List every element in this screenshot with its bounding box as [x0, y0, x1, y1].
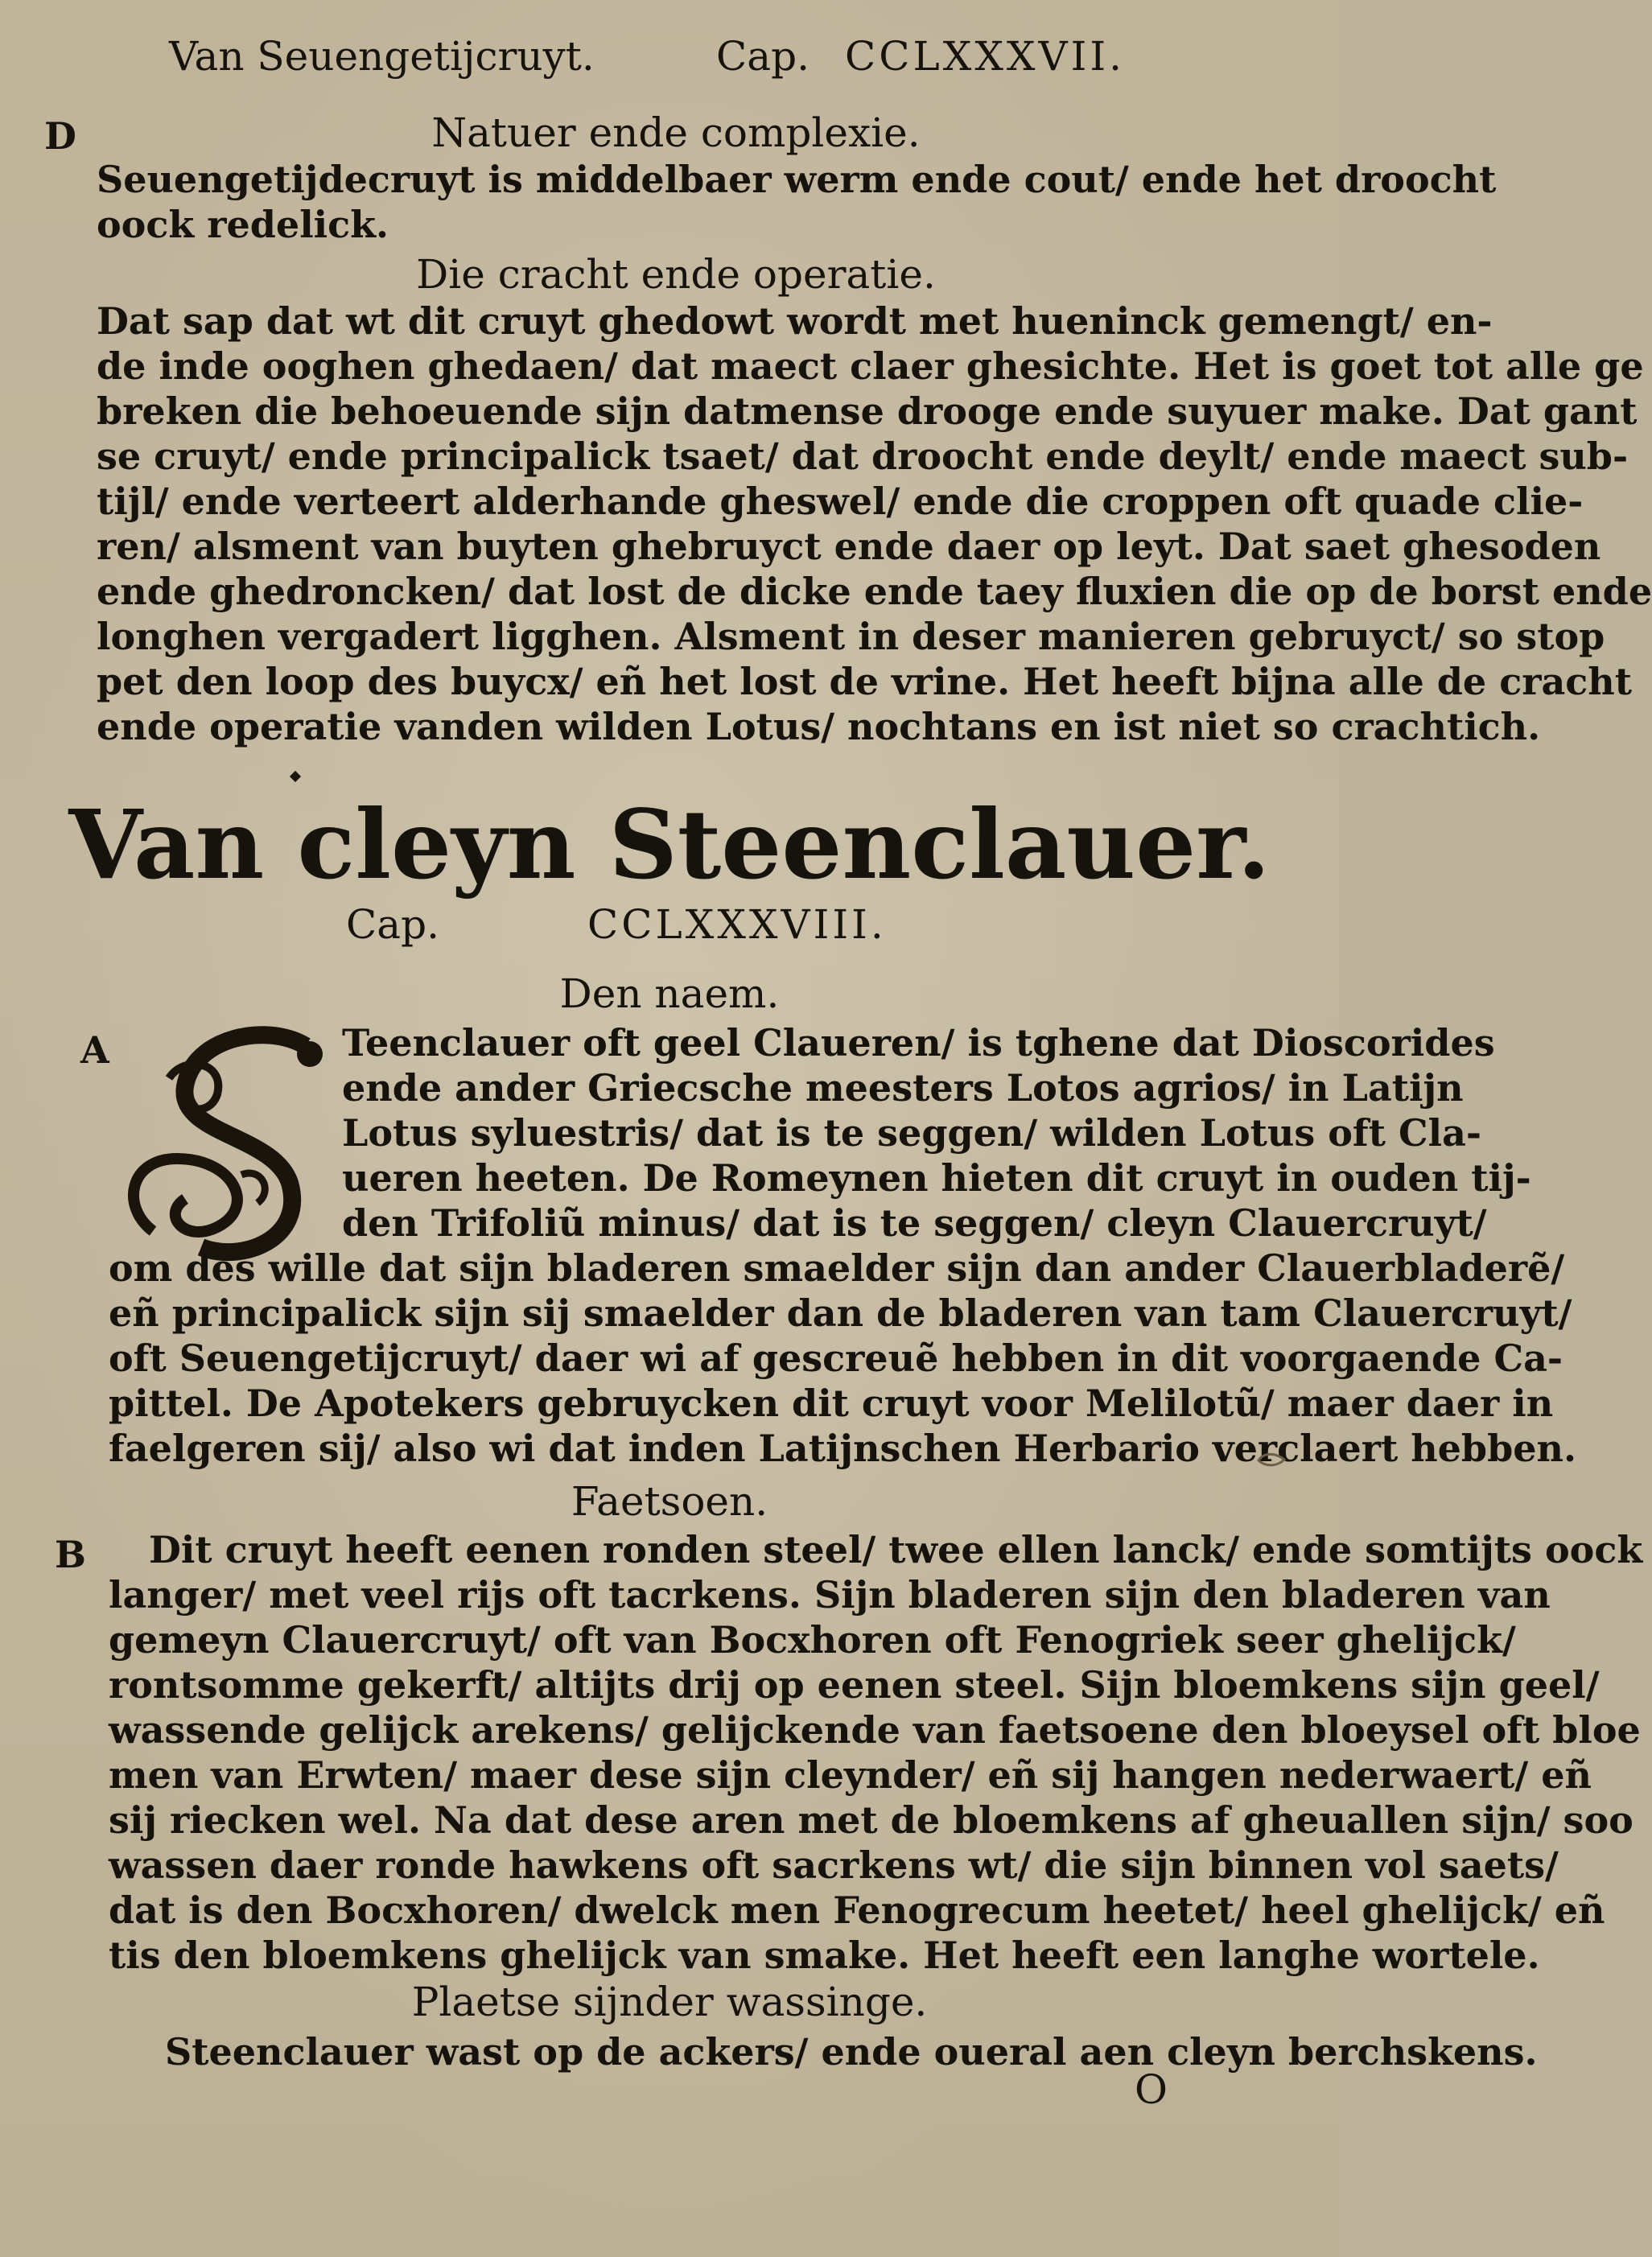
text-line: wassen daer ronde hawkens oft sacrkens wt/ die sijn binnen vol saets/ [109, 1843, 1559, 1887]
text-line: tijl/ ende verteert alderhande gheswel/ ende die croppen oft quade clie- [97, 480, 1584, 523]
text-line: pittel. De Apotekers gebruycken dit cruyt voor Melilotũ/ maer daer in [109, 1382, 1554, 1425]
chapter-cap: Cap. [346, 901, 439, 948]
heading-form: Faetsoen. [571, 1478, 768, 1525]
text-line: sij riecken wel. Na dat dese aren met de bloemkens af gheuallen sijn/ soo [109, 1798, 1633, 1842]
dropcap-letter [121, 1022, 122, 1023]
text-line: Lotus syluestris/ dat is te seggen/ wilden Lotus oft Cla- [342, 1111, 1481, 1155]
text-line: se cruyt/ ende principalick tsaet/ dat droocht ende deylt/ ende maect sub- [97, 435, 1629, 478]
text-line: breken die behoeuende sijn datmense drooge ende suyuer make. Dat gant [97, 389, 1638, 433]
text-line: de inde ooghen ghedaen/ dat maect claer ghesichte. Het is goet tot alle ge [97, 344, 1644, 388]
text-line: oock redelick. [97, 203, 389, 246]
heading-place: Plaetse sijnder wassinge. [411, 1979, 928, 2025]
margin-letter-a: A [80, 1028, 109, 1072]
text-line: Seuengetijdecruyt is middelbaer werm ende cout/ ende het droocht [97, 158, 1497, 201]
text-line: faelgeren sij/ also wi dat inden Latijnschen Herbario verclaert hebben. [109, 1427, 1576, 1470]
text-line: den Trifoliũ minus/ dat is te seggen/ cleyn Clauercruyt/ [342, 1201, 1487, 1245]
text-line: wassende gelijck arekens/ gelijckende van faetsoene den bloeysel oft bloe [109, 1708, 1641, 1752]
text-line: ren/ alsment van buyten ghebruyct ende daer op leyt. Dat saet ghesoden [97, 525, 1601, 568]
text-line: ende ander Griecsche meesters Lotos agrios/ in Latijn [342, 1066, 1464, 1110]
heading-name: Den naem. [559, 970, 780, 1017]
chapter-number: CCLXXXVIII. [587, 901, 887, 948]
text-line: ende operatie vanden wilden Lotus/ nochtans en ist niet so crachtich. [97, 705, 1541, 748]
heading-nature: Natuer ende complexie. [431, 109, 921, 156]
text-line-place: Steenclauer wast op de ackers/ ende oueral aen cleyn berchskens. [165, 2030, 1538, 2074]
text-line: pet den loop des buycx/ eñ het lost de vrine. Het heeft bijna alle de cracht [97, 660, 1632, 703]
chapter-title: Van cleyn Steenclauer. [68, 789, 1271, 900]
section-nature [97, 109, 1652, 749]
text-line: eñ principalick sijn sij smaelder dan de bladeren van tam Clauercruyt/ [109, 1291, 1572, 1335]
text-line: longhen vergadert ligghen. Alsment in deser manieren gebruyct/ so stop [97, 615, 1605, 658]
text-line: Dat sap dat wt dit cruyt ghedowt wordt met hueninck gemengt/ en- [97, 299, 1493, 343]
heading-operation: Die cracht ende operatie. [416, 251, 936, 298]
catchword: O [1135, 2066, 1168, 2113]
text-line: rontsomme gekerft/ altijts drij op eenen steel. Sijn bloemkens sijn geel/ [109, 1663, 1600, 1707]
text-line: Teenclauer oft geel Claueren/ is tghene dat Dioscorides [342, 1021, 1495, 1065]
decorated-initial [121, 1022, 338, 1263]
margin-letter-d: D [44, 114, 76, 158]
text-line: langer/ met veel rijs oft tacrkens. Sijn bladeren sijn den bladeren van [109, 1573, 1551, 1617]
para-name-indented [342, 1020, 1531, 1246]
text-line: gemeyn Clauercruyt/ oft van Bocxhoren oft Fenogriek seer ghelijck/ [109, 1618, 1516, 1662]
running-head-chapter-number: CCLXXXVII. [845, 33, 1126, 80]
stain-mark-icon [1255, 1448, 1287, 1472]
running-head-title: Van Seuengetijcruyt. [169, 33, 595, 80]
text-line: oft Seuengetijcruyt/ daer wi af gescreuẽ hebben in dit voorgaende Ca- [109, 1336, 1563, 1380]
running-head-cap: Cap. [716, 33, 810, 80]
text-line: ende ghedroncken/ dat lost de dicke ende taey fluxien die op de borst ende [97, 570, 1652, 613]
text-line: dat is den Bocxhoren/ dwelck men Fenogrecum heetet/ heel ghelijck/ eñ [109, 1888, 1605, 1932]
text-line: tis den bloemkens ghelijck van smake. Het heeft een langhe wortele. [109, 1934, 1540, 1977]
ornament-dot [290, 771, 301, 782]
flourish-icon [121, 1022, 338, 1263]
text-line: ueren heeten. De Romeynen hieten dit cruyt in ouden tij- [342, 1156, 1531, 1200]
text-line: Dit cruyt heeft eenen ronden steel/ twee ellen lanck/ ende somtijts oock [149, 1528, 1643, 1571]
text-line: om des wille dat sijn bladeren smaelder sijn dan ander Clauerbladerẽ/ [109, 1246, 1565, 1290]
para-form [109, 1527, 1643, 1978]
margin-letter-b: B [55, 1533, 86, 1576]
para-name-full [109, 1246, 1576, 1471]
text-line: men van Erwten/ maer dese sijn cleynder/ eñ sij hangen nederwaert/ eñ [109, 1753, 1592, 1797]
